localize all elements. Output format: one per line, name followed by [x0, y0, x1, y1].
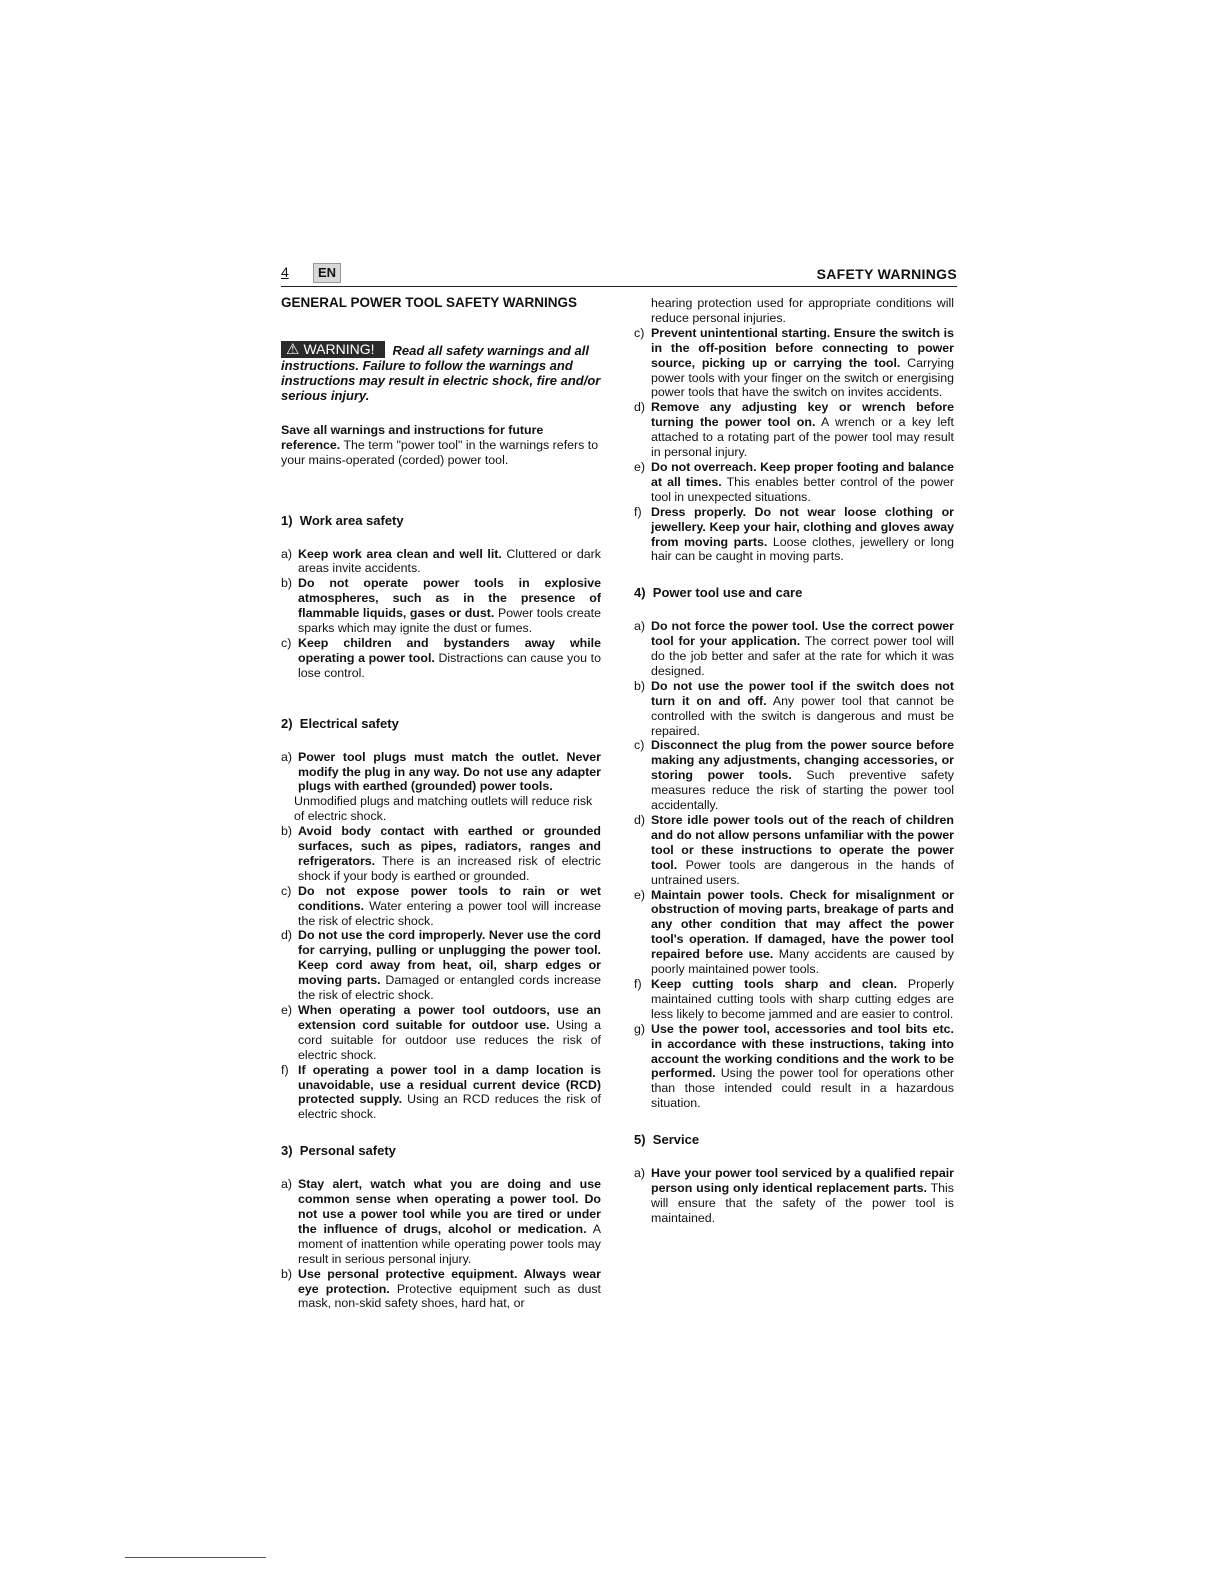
footer-rule	[125, 1557, 266, 1558]
section-title: SAFETY WARNINGS	[816, 266, 957, 282]
list-item	[634, 738, 954, 813]
left-column	[281, 296, 601, 1311]
item-text: Power tools are dangerous in the hands of untrained users.	[651, 857, 954, 887]
item-text: Loose clothes, jewellery or long hair can be caught in moving parts.	[651, 534, 955, 564]
list-item	[281, 884, 601, 929]
document-title: GENERAL POWER TOOL SAFETY WARNINGS	[281, 295, 578, 310]
item-bold: Use personal protective equipment. Always wear eye protection.	[298, 1266, 601, 1296]
item-bold: Do not use the power tool if the switch does not turn it on and off.	[651, 678, 954, 708]
item-text: Cluttered or dark areas invite accidents.	[298, 546, 601, 576]
item-letter: c)	[634, 325, 645, 340]
item-text: Distractions can cause you to lose control.	[298, 650, 601, 680]
item-text: Using an RCD reduces the risk of electric shock.	[298, 1092, 601, 1122]
item-bold: Remove any adjusting key or wrench before turning the power tool on.	[651, 400, 954, 430]
item-letter: a)	[281, 1177, 293, 1192]
item-letter: d)	[634, 400, 646, 415]
section-number: 4)	[634, 585, 646, 601]
warning-badge-label: WARNING!	[303, 340, 375, 357]
warning-text: Read all safety warnings and all instructions. Failure to follow the warnings and instructions may result in electric shock, fire and/or serious injury.	[281, 342, 601, 403]
continued-text: hearing protection used for appropriate conditions will reduce personal injuries.	[651, 296, 954, 325]
item-text: A moment of inattention while operating power tools may result in serious personal injury.	[298, 1221, 601, 1266]
item-text: Properly maintained cutting tools with sharp cutting edges are less likely to become jammed and are easier to control.	[651, 976, 954, 1021]
section-heading-5	[634, 1133, 954, 1148]
item-letter: b)	[634, 678, 646, 693]
language-badge: EN	[313, 263, 341, 283]
item-letter: a)	[281, 749, 293, 764]
section-title-text: Personal safety	[299, 1143, 396, 1159]
item-bold: Stay alert, watch what you are doing and use common sense when operating a power tool. Do not use a power tool while you are tired or under the influence of drugs, alcohol or medication.	[298, 1177, 601, 1236]
list-item	[634, 619, 954, 679]
item-text: Using a cord suitable for outdoor use reduces the risk of electric shock.	[298, 1017, 601, 1062]
section-heading-4	[634, 586, 954, 601]
item-bold: Power tool plugs must match the outlet. Never modify the plug in any way. Do not use any adapter plugs with earthed (grounded) power tools.	[298, 749, 601, 794]
save-note-text: The term "power tool" in the warnings refers to your mains-operated (corded) power tool.	[281, 437, 599, 467]
list-item	[634, 977, 954, 1022]
item-letter: c)	[634, 738, 645, 753]
list-item	[281, 1063, 601, 1123]
item-note: Unmodified plugs and matching outlets will reduce risk of electric shock.	[294, 794, 593, 824]
section-title-text: Power tool use and care	[652, 585, 803, 601]
item-bold: Have your power tool serviced by a qualified repair person using only identical replacement parts.	[651, 1166, 954, 1195]
list-item	[634, 1022, 954, 1111]
save-note	[281, 423, 601, 468]
item-text: This will ensure that the safety of the power tool is maintained.	[651, 1180, 954, 1225]
list-item	[281, 1267, 601, 1312]
item-text: Damaged or entangled cords increase the risk of electric shock.	[298, 973, 601, 1003]
list-item	[634, 326, 954, 401]
item-bold: Keep children and bystanders away while operating a power tool.	[298, 635, 601, 665]
list-item	[634, 460, 954, 505]
list-item	[281, 636, 601, 681]
item-letter: e)	[634, 459, 646, 474]
item-text: Such preventive safety measures reduce the risk of starting the power tool accidentally.	[651, 768, 955, 813]
list-item	[281, 928, 601, 1003]
item-bold: Dress properly. Do not wear loose clothing or jewellery. Keep your hair, clothing and gloves away from moving parts.	[651, 504, 954, 549]
item-bold: Maintain power tools. Check for misalignment or obstruction of moving parts, breakage of parts and any other condition that may affect the power tool's operation. If damaged, have the power tool repaired before use.	[651, 887, 954, 962]
item-bold: If operating a power tool in a damp location is unavoidable, use a residual current device (RCD) protected supply.	[298, 1062, 601, 1107]
section-heading-1	[281, 514, 601, 529]
item-letter: e)	[634, 887, 646, 902]
list-item	[281, 1003, 601, 1063]
item-bold: Do not use the cord improperly. Never use the cord for carrying, pulling or unplugging the power tool. Keep cord away from heat, oil, sharp edges or moving parts.	[298, 928, 601, 988]
item-text: A wrench or a key left attached to a rotating part of the power tool may result in personal injury.	[651, 415, 954, 460]
item-text: Any power tool that cannot be controlled with the switch is dangerous and must be repaired.	[651, 693, 955, 738]
item-bold: Store idle power tools out of the reach of children and do not allow persons unfamiliar with the power tool or these instructions to operate the power tool.	[651, 813, 954, 872]
item-bold: Do not expose power tools to rain or wet conditions.	[298, 883, 601, 913]
item-text: There is an increased risk of electric shock if your body is earthed or grounded.	[298, 853, 601, 883]
item-letter: b)	[281, 824, 293, 839]
item-letter: b)	[281, 576, 293, 591]
item-bold: Do not operate power tools in explosive atmospheres, such as in the presence of flammable liquids, gases or dust.	[298, 576, 601, 621]
page-number: 4	[281, 264, 289, 280]
item-text: Using the power tool for operations other than those intended could result in a hazardous situation.	[651, 1066, 954, 1111]
item-letter: f)	[634, 976, 642, 991]
list-item	[634, 505, 954, 565]
item-bold: Keep cutting tools sharp and clean.	[651, 976, 898, 991]
item-letter: c)	[281, 635, 292, 650]
list-item	[634, 679, 954, 739]
warning-triangle-icon: ⚠	[286, 340, 300, 358]
item-bold: When operating a power tool outdoors, use an extension cord suitable for outdoor use.	[298, 1003, 601, 1032]
right-column	[634, 296, 954, 1226]
item-letter: c)	[281, 883, 292, 898]
item-bold: Do not overreach. Keep proper footing and balance at all times.	[651, 459, 954, 489]
save-note-bold: Save all warnings and instructions for future reference.	[281, 422, 544, 452]
item-letter: a)	[634, 1166, 646, 1181]
list-item	[281, 1177, 601, 1266]
warning-notice	[281, 341, 601, 403]
item-text: Many accidents are caused by poorly maintained power tools.	[651, 947, 954, 977]
item-bold: Do not force the power tool. Use the correct power tool for your application.	[651, 619, 954, 649]
item-letter: b)	[281, 1266, 293, 1281]
item-letter: d)	[281, 928, 293, 943]
item-bold: Avoid body contact with earthed or grounded surfaces, such as pipes, radiators, ranges and refrigerators.	[298, 824, 601, 868]
list-item	[281, 547, 601, 577]
section-number: 2)	[281, 715, 293, 731]
section-title-text: Electrical safety	[299, 715, 399, 731]
section-title-text: Service	[652, 1132, 700, 1148]
item-letter: d)	[634, 813, 646, 827]
list-item	[634, 1166, 954, 1226]
item-letter: f)	[281, 1062, 289, 1077]
section-heading-2	[281, 717, 601, 732]
item-letter: e)	[281, 1003, 293, 1017]
section-number: 3)	[281, 1143, 293, 1159]
item-bold: Disconnect the plug from the power source before making any adjustments, changing accessories, or storing power tools.	[651, 738, 954, 783]
list-item	[634, 813, 954, 888]
item-bold: Keep work area clean and well lit.	[298, 546, 502, 561]
item-text: The correct power tool will do the job better and safer at the rate for which it was designed.	[651, 634, 955, 678]
item-letter: a)	[281, 546, 293, 561]
list-item	[281, 576, 601, 636]
page-header	[281, 262, 957, 287]
item-bold: Use the power tool, accessories and tool bits etc. in accordance with these instructions, taking into account the working conditions and the work to be performed.	[651, 1021, 954, 1081]
item-text: Protective equipment such as dust mask, non-skid safety shoes, hard hat, or	[298, 1281, 601, 1311]
item-letter: f)	[634, 504, 642, 519]
item-text: Water entering a power tool will increase the risk of electric shock.	[298, 898, 601, 928]
item-text: This enables better control of the power tool in unexpected situations.	[651, 474, 954, 504]
section-title-text: Work area safety	[299, 512, 404, 528]
section-number: 5)	[634, 1132, 646, 1148]
list-item	[281, 824, 601, 884]
warning-badge	[281, 341, 385, 358]
list-item	[281, 750, 601, 795]
section-number: 1)	[281, 512, 293, 528]
item-letter: g)	[634, 1021, 646, 1036]
item-text: Carrying power tools with your finger on the switch or energising power tools that have the switch on invites accidents.	[651, 355, 955, 400]
list-item	[634, 888, 954, 977]
item-letter: a)	[634, 619, 646, 634]
item-text: Power tools create sparks which may ignite the dust or fumes.	[298, 606, 601, 636]
section-heading-3	[281, 1144, 601, 1159]
item-bold: Prevent unintentional starting. Ensure the switch is in the off-position before connecting to power source, picking up or carrying the tool.	[651, 325, 954, 370]
list-item	[634, 400, 954, 460]
